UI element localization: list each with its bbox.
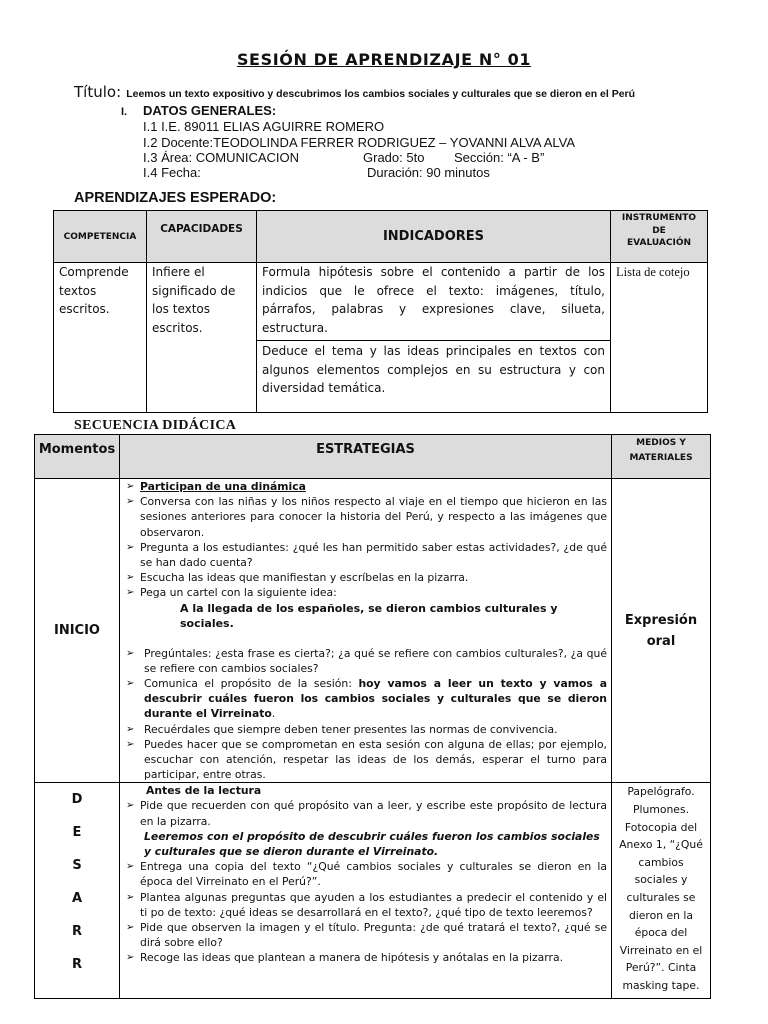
col-instrumento-1: INSTRUMENTO [621,213,697,223]
list-item [122,890,607,920]
col-indicadores: INDICADORES [257,211,611,263]
col-medios [612,435,711,479]
desarrollo-b1: Pide que recuerden con qué propósito van a leer, y escribe este propósito de lectura en la pizarra. [140,799,607,828]
inicio-b1: Participan de una dinámica [140,480,306,493]
col-competencia: COMPETENCIA [54,211,147,263]
datos-generales-numeral: I. [121,106,128,118]
desarrollo-letter: A [71,891,83,907]
arrow-bullet-icon: ➢ [126,587,135,599]
list-item [122,722,607,737]
arrow-bullet-icon: ➢ [126,541,135,553]
competencia-cell: Comprende textos escritos. [54,263,147,413]
list-item [122,479,607,494]
arrow-bullet-icon: ➢ [126,647,135,659]
titulo-label: Título: [74,83,122,101]
secuencia-heading: SECUENCIA DIDÁCICA [74,418,237,433]
list-item [122,798,607,828]
desarrollo-medios: Papelógrafo. Plumones. Fotocopia del Anexo 1, “¿Qué cambios sociales y culturales se dieron en la época del Virreinato en el Perú?”. Cinta masking tape. [612,783,711,999]
titulo-line [74,82,635,101]
arrow-bullet-icon: ➢ [126,891,135,903]
inicio-b5: Pega un cartel con la siguiente idea: [140,586,337,600]
list-item [122,585,607,600]
datos-generales-title: DATOS GENERALES: [143,103,277,118]
list-item [122,570,607,585]
arrow-bullet-icon: ➢ [126,922,135,934]
col-instrumento-3: EVALUACIÓN [626,238,691,248]
desarrollo-b5: Recoge las ideas que plantean a manera de hipótesis y anótalas en la pizarra. [140,951,564,965]
desarrollo-letter: D [71,792,83,808]
desarrollo-letter: R [71,957,82,973]
inicio-b6: Pregúntales: ¿esta frase es cierta?; ¿a qué se refiere con cambios culturales?, ¿a qué se refiere con cambios sociales? [144,646,607,675]
datos-generales-heading [121,103,276,118]
arrow-bullet-icon: ➢ [126,678,135,690]
inicio-b9: Puedes hacer que se comprometan en esta sesión con alguna de ellas; por ejemplo, escuchar con atención, respetar las ideas de los demás, esperar el turno para participar, entre otras. [144,737,607,782]
arrow-bullet-icon: ➢ [126,952,135,964]
desarrollo-letter: S [72,858,82,874]
instrumento-cell: Lista de cotejo [611,263,708,413]
desarrollo-proposito: Leeremos con el propósito de descubrir cuáles fueron los cambios sociales y culturales que se dieron durante el Virreinato. [144,829,600,859]
inicio-b2: Conversa con las niñas y los niños respecto al viaje en el tiempo que hicieron en las sesiones anteriores para conocer la historia del Perú, y respecto a las imágenes que observaron. [140,495,607,539]
indicador-2-cell: Deduce el tema y las ideas principales en textos con algunos elementos complejos en su estructura y con diversidad temática. [257,341,611,413]
datos-line-fecha: I.4 Fecha: [143,165,201,180]
list-item [122,950,607,965]
datos-line-docente: I.2 Docente:TEODOLINDA FERRER RODRIGUEZ – YOVANNI ALVA ALVA [143,135,576,150]
col-medios-1: MEDIOS Y [636,438,686,448]
col-medios-2: MATERIALES [629,453,693,463]
datos-grado: Grado: 5to [363,150,425,165]
col-capacidades: CAPACIDADES [147,211,257,263]
desarrollo-letter: E [72,825,82,841]
inicio-b7a: Comunica el propósito de la sesión: [144,677,359,691]
desarrollo-subtitle: Antes de la lectura [146,784,262,798]
desarrollo-b4: Pide que observen la imagen y el título. Pregunta: ¿de qué tratará el texto?, ¿qué se dirá sobre ello? [140,921,607,950]
list-item [122,646,607,676]
list-item [122,540,607,570]
momento-inicio: INICIO [35,479,120,783]
secuencia-table [34,434,711,999]
datos-seccion: Sección: “A - B” [454,150,545,165]
momento-desarrollo [35,783,120,999]
list-item [122,676,607,722]
arrow-bullet-icon: ➢ [126,481,135,492]
col-momentos: Momentos [35,435,120,479]
desarrollo-b3: Plantea algunas preguntas que ayuden a los estudiantes a predecir el contenido y el ti po de texto: ¿qué ideas se desarrollará en el texto?, ¿qué tipo de texto leeremos? [140,890,607,919]
list-item [122,737,607,783]
aprendizajes-heading: APRENDIZAJES ESPERADO: [74,190,277,206]
capacidad-cell: Infiere el significado de los textos escritos. [147,263,257,413]
col-instrumento [611,211,708,263]
inicio-medios: Expresión oral [612,479,711,783]
inicio-b7b: hoy vamos a leer un texto y vamos a descubrir cuáles fueron los cambios sociales y culturales que se dieron durante el Virreinato [144,677,607,721]
desarrollo-estrategias [120,783,612,999]
list-item [122,494,607,540]
inicio-b3: Pregunta a los estudiantes: ¿qué les han permitido saber estas actividades?, ¿de qué se han dado cuenta? [140,540,607,570]
list-item [122,859,607,889]
inicio-b4: Escucha las ideas que manifiestan y escríbelas en la pizarra. [140,571,469,585]
arrow-bullet-icon: ➢ [126,738,135,750]
list-item [122,920,607,950]
inicio-b8: Recuérdales que siempre deben tener presentes las normas de convivencia. [144,722,558,736]
inicio-b7c: . [271,707,276,721]
indicador-1-cell: Formula hipótesis sobre el contenido a partir de los indicios que le ofrece el texto: imágenes, título, párrafos, palabras y expresiones clave, silueta, estructura. [257,263,611,341]
datos-duracion: Duración: 90 minutos [367,165,490,180]
datos-line-ie: I.1 I.E. 89011 ELIAS AGUIRRE ROMERO [143,119,385,134]
arrow-bullet-icon: ➢ [126,496,135,508]
desarrollo-b2: Entrega una copia del texto “¿Qué cambios sociales y culturales se dieron en la época del Virreinato en el Perú?”. [140,860,607,889]
arrow-bullet-icon: ➢ [126,572,135,584]
aprendizajes-table [53,210,708,413]
page-title: SESIÓN DE APRENDIZAJE N° 01 [236,50,532,69]
arrow-bullet-icon: ➢ [126,723,135,735]
arrow-bullet-icon: ➢ [126,800,135,812]
desarrollo-letter: R [71,924,82,940]
col-instrumento-2: DE [652,225,666,236]
inicio-estrategias [120,479,612,783]
inicio-cartel: A la llegada de los españoles, se dieron cambios culturales y sociales. [180,601,558,630]
titulo-value: Leemos un texto expositivo y descubrimos los cambios sociales y culturales que se dieron en el Perú [126,88,636,100]
datos-line-area: I.3 Área: COMUNICACION [143,150,300,165]
arrow-bullet-icon: ➢ [126,861,135,873]
col-estrategias: ESTRATEGIAS [120,435,612,479]
